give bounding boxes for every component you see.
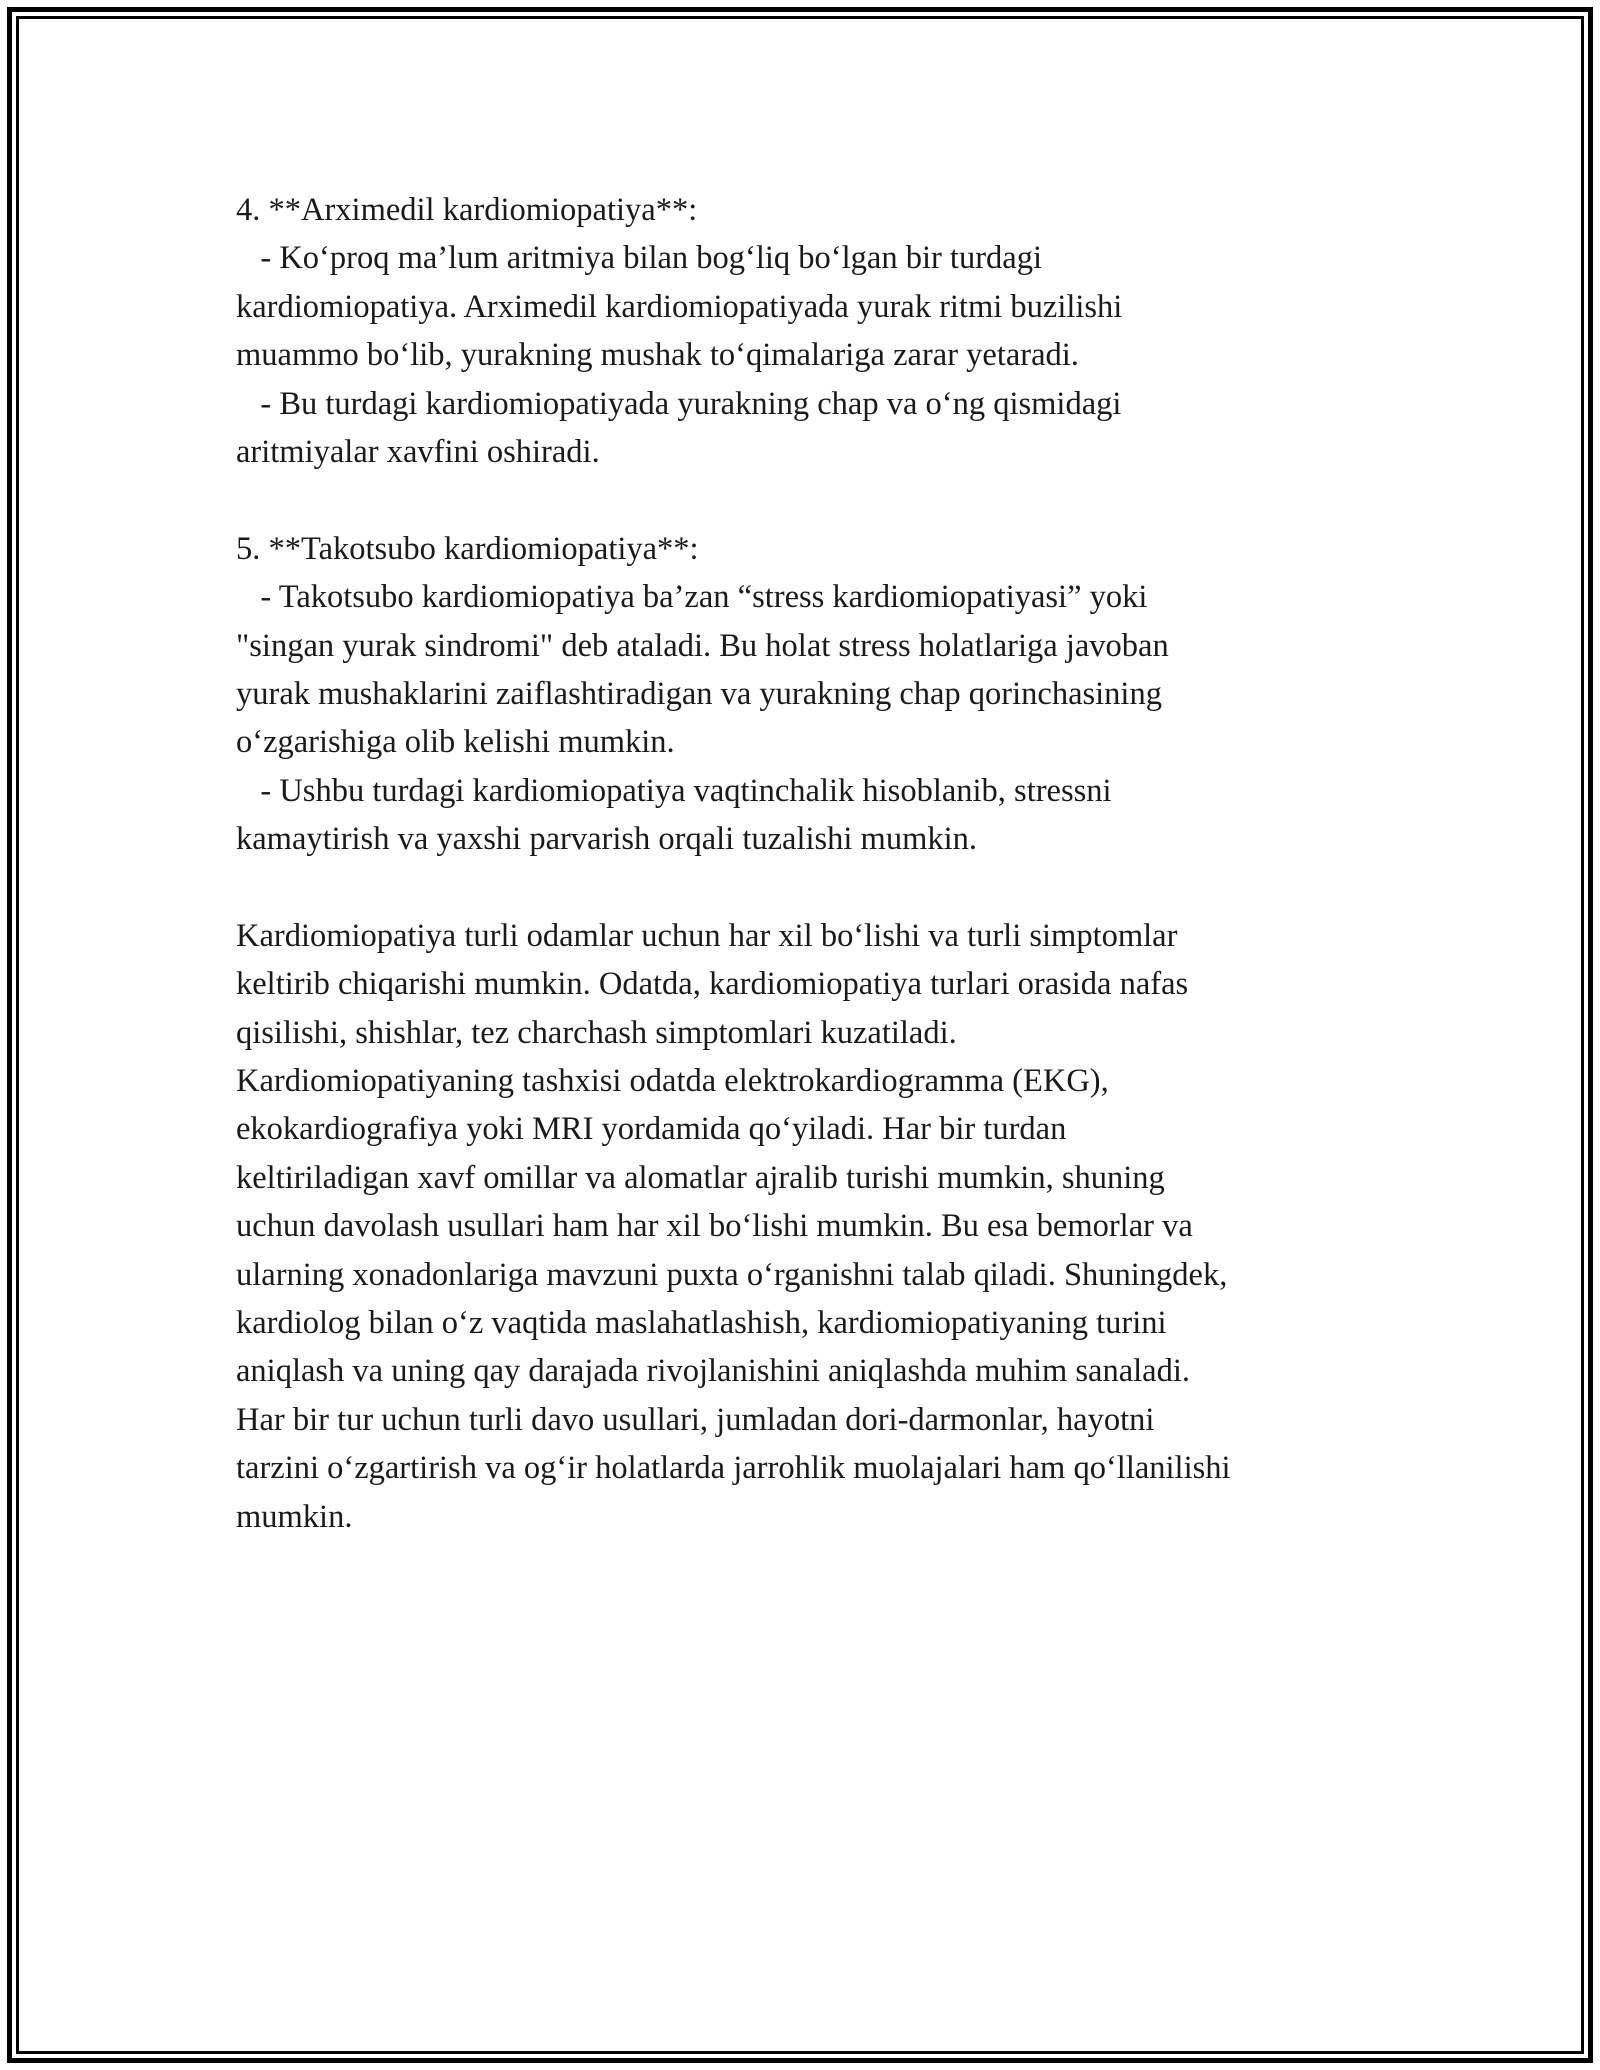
conclusion-line: uchun davolash usullari ham har xil bo‘lishi mumkin. Bu esa bemorlar va bbox=[236, 1208, 1193, 1245]
section-4-heading: 4. **Arximedil kardiomiopatiya**: bbox=[236, 192, 698, 228]
conclusion-line: qisilishi, shishlar, tez charchash simptomlari kuzatiladi. bbox=[236, 1014, 957, 1051]
conclusion-line: tarzini o‘zgartirish va og‘ir holatlarda jarrohlik muolajalari ham qo‘llanilishi bbox=[236, 1450, 1231, 1487]
section-5 bbox=[236, 525, 1416, 864]
section-5-line: kamaytirish va yaxshi parvarish orqali tuzalishi mumkin. bbox=[236, 821, 978, 858]
section-5-line: - Takotsubo kardiomiopatiya ba’zan “stress kardiomiopatiyasi” yoki bbox=[236, 579, 1148, 616]
section-4 bbox=[236, 186, 1416, 476]
section-5-line: yurak mushaklarini zaiflashtiradigan va yurakning chap qorinchasining bbox=[236, 675, 1162, 712]
conclusion-line: Har bir tur uchun turli davo usullari, jumladan dori-darmonlar, hayotni bbox=[236, 1401, 1155, 1438]
paragraph-spacer bbox=[236, 863, 1416, 911]
paragraph-spacer bbox=[236, 476, 1416, 524]
conclusion-line: ularning xonadonlariga mavzuni puxta o‘rganishni talab qiladi. Shuningdek, bbox=[236, 1256, 1228, 1293]
section-5-line: "singan yurak sindromi" deb ataladi. Bu holat stress holatlariga javoban bbox=[236, 627, 1169, 664]
section-4-line: aritmiyalar xavfini oshiradi. bbox=[236, 433, 600, 470]
conclusion-line: Kardiomiopatiyaning tashxisi odatda elektrokardiogramma (EKG), bbox=[236, 1063, 1109, 1100]
conclusion-line: Kardiomiopatiya turli odamlar uchun har xil bo‘lishi va turli simptomlar bbox=[236, 917, 1178, 954]
section-4-line: - Ko‘proq ma’lum aritmiya bilan bog‘liq bo‘lgan bir turdagi bbox=[236, 240, 1042, 277]
conclusion-line: keltirib chiqarishi mumkin. Odatda, kardiomiopatiya turlari orasida nafas bbox=[236, 966, 1189, 1003]
conclusion-paragraph bbox=[236, 912, 1416, 1541]
section-5-heading: 5. **Takotsubo kardiomiopatiya**: bbox=[236, 530, 699, 567]
section-5-line: o‘zgarishiga olib kelishi mumkin. bbox=[236, 724, 675, 761]
conclusion-line: keltiriladigan xavf omillar va alomatlar ajralib turishi mumkin, shuning bbox=[236, 1159, 1165, 1196]
conclusion-line: aniqlash va uning qay darajada rivojlanishini aniqlashda muhim sanaladi. bbox=[236, 1353, 1190, 1390]
section-5-line: - Ushbu turdagi kardiomiopatiya vaqtinchalik hisoblanib, stressni bbox=[236, 772, 1112, 809]
conclusion-line: ekokardiografiya yoki MRI yordamida qo‘yiladi. Har bir turdan bbox=[236, 1111, 1067, 1148]
section-4-line: - Bu turdagi kardiomiopatiyada yurakning chap va o‘ng qismidagi bbox=[236, 385, 1122, 422]
section-4-line: kardiomiopatiya. Arximedil kardiomiopatiyada yurak ritmi buzilishi bbox=[236, 288, 1123, 325]
conclusion-line: kardiolog bilan o‘z vaqtida maslahatlashish, kardiomiopatiyaning turini bbox=[236, 1304, 1167, 1341]
section-4-line: muammo bo‘lib, yurakning mushak to‘qimalariga zarar yetaradi. bbox=[236, 337, 1079, 374]
conclusion-line: mumkin. bbox=[236, 1498, 353, 1535]
document-body bbox=[236, 186, 1416, 1541]
